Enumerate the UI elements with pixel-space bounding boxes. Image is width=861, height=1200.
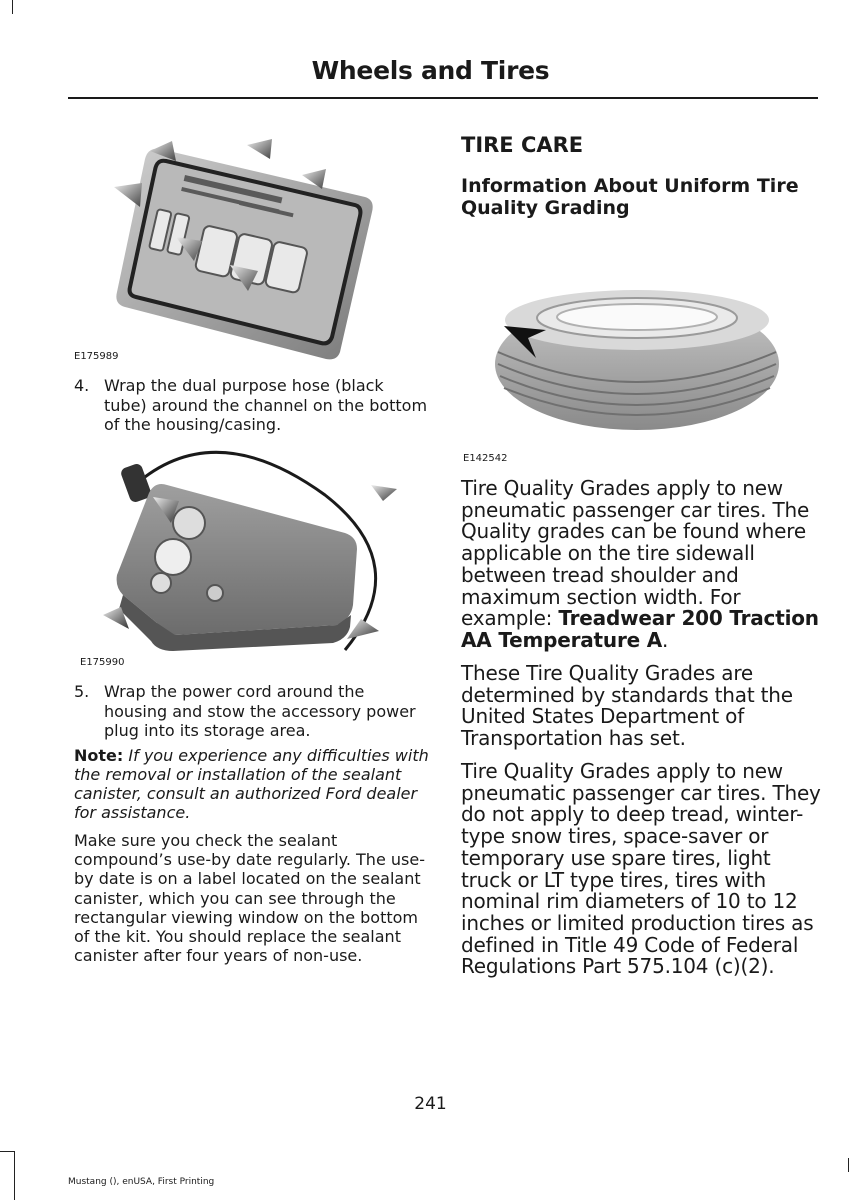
step-5-text: Wrap the power cord around the housing and stow the accessory power plug into its storage area. [104,682,416,740]
step-4-number: 4. [74,376,90,395]
tire-illustration [492,272,782,437]
figure-kit-power-cord [95,445,415,665]
section-title: TIRE CARE [461,133,584,157]
tire-grades-paragraph-3: Tire Quality Grades apply to new pneumatic passenger car tires. They do not apply to deep tread, winter-type snow tires, space-saver or temporary use spare tires, light truck or LT type tires, tires with nominal rim diameters of 10 to 12 inches or limited production tires as defined in Title 49 Code of Federal Regulations Part 575.104 (c)(2). [461,759,821,979]
p1-end: . [662,627,669,652]
figure-code-2: E175990 [80,657,125,668]
subheading: Information About Uniform Tire Quality Grading [461,175,799,219]
crop-mark-bottom-right [848,1158,849,1172]
crop-mark-bottom-left-v [14,1151,15,1200]
crop-mark-top-left [12,0,13,14]
footer-text: Mustang (), enUSA, First Printing [68,1177,215,1187]
step-5-number: 5. [74,682,90,701]
tire-grades-paragraph-2: These Tire Quality Grades are determined by standards that the United States Department of Transportation has set. [461,661,793,751]
tire-grades-paragraph-1 [461,478,821,652]
step-4 [74,376,429,435]
sealant-paragraph: Make sure you check the sealant compound’s use-by date regularly. The use-by date is on a label located on the sealant canister, which you can see through the rectangular viewing window on the bottom of the kit. You should replace the sealant canister after four years of non-use. [74,831,425,966]
p1-example: Treadwear 200 Traction AA Temperature A [461,606,819,652]
figure-code-1: E175989 [74,351,119,362]
note [74,746,429,822]
figure-code-3: E142542 [463,453,508,464]
page-number: 241 [414,1094,447,1114]
kit-top-illustration [100,137,400,362]
header-rule [68,97,818,99]
step-5 [74,682,429,741]
kit-cord-illustration [95,445,415,665]
figure-tire [492,272,782,437]
p1-text: Tire Quality Grades apply to new pneumatic passenger car tires. The Quality grades can be found where applicable on the tire sidewall between tread shoulder and maximum section width. For example: [461,476,810,631]
page-header-title: Wheels and Tires [311,56,550,85]
note-label: Note: [74,746,124,765]
figure-kit-top-view [100,137,400,362]
note-text: If you experience any difficulties with the removal or installation of the sealant canister, consult an authorized Ford dealer for assistance. [74,746,429,822]
step-4-text: Wrap the dual purpose hose (black tube) around the channel on the bottom of the housing/casing. [104,376,428,434]
crop-mark-bottom-left [0,1151,14,1152]
